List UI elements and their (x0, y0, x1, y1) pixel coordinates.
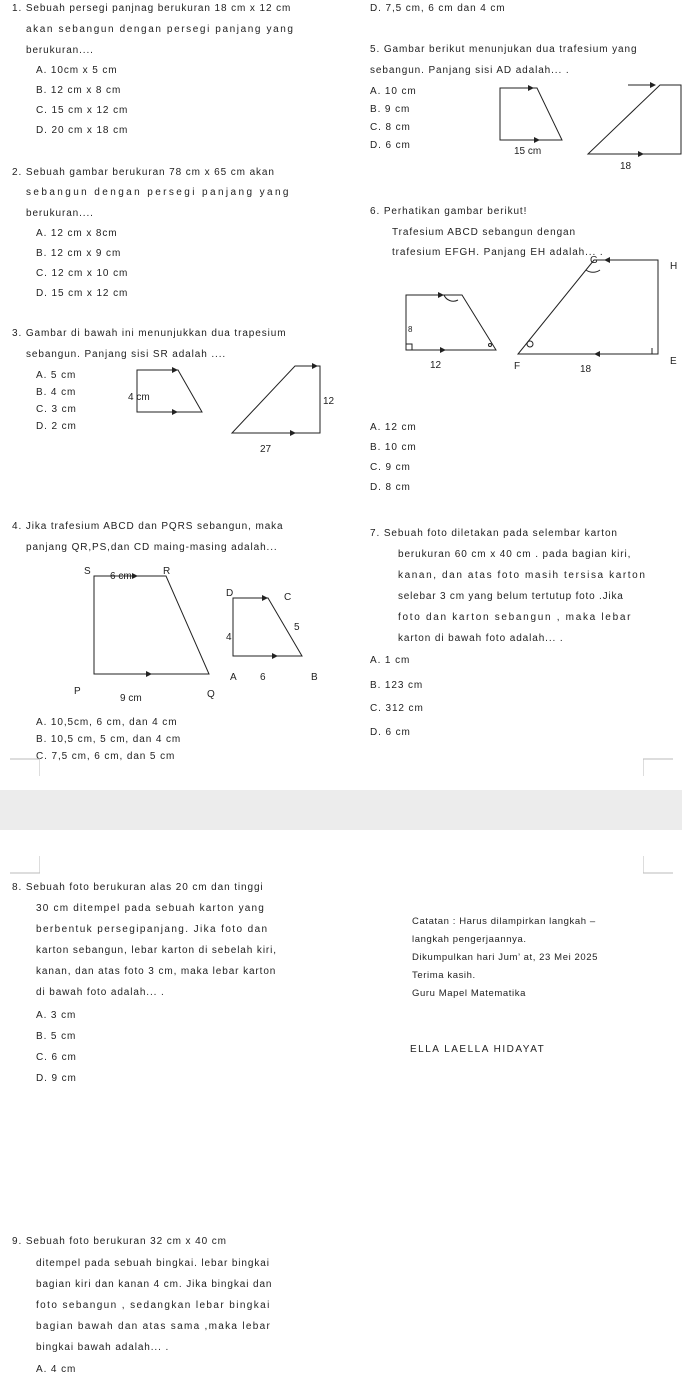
q3-line-1: 3. Gambar di bawah ini menunjukkan dua trapesium (12, 328, 287, 339)
q5-trapezium-figure (490, 80, 682, 172)
q6-option-d: D. 8 cm (370, 482, 411, 493)
note-author: ELLA LAELLA HIDAYAT (410, 1044, 546, 1055)
q5-large-trapezium (588, 85, 681, 154)
q6-vertex-e: E (670, 356, 677, 367)
q6-vertex-h: H (670, 261, 678, 272)
page-corner-mark-right (643, 758, 673, 776)
page-2 (0, 830, 682, 1385)
q4-label-top: 6 cm (110, 571, 132, 582)
q4-vertex-d: D (226, 588, 234, 599)
page-corner-mark-left (10, 856, 40, 874)
q8-line-3: berbentuk persegipanjang. Jika foto dan (36, 924, 269, 935)
q6-trapezium-figure (400, 252, 682, 374)
q4-label-right: 5 (294, 622, 300, 633)
page-gap (0, 790, 682, 830)
q3-option-a: A. 5 cm (36, 370, 77, 381)
q7-option-d: D. 6 cm (370, 727, 411, 738)
q7-line-2: berukuran 60 cm x 40 cm . pada bagian kiri, (398, 549, 632, 560)
q8-line-1: 8. Sebuah foto berukuran alas 20 cm dan tinggi (12, 882, 264, 893)
q7-line-5: foto dan karton sebangun , maka lebar (398, 612, 633, 623)
q3-trapezium-figure (120, 360, 350, 455)
q3-option-b: B. 4 cm (36, 387, 77, 398)
q4-vertex-s: S (84, 566, 91, 577)
q7-option-a: A. 1 cm (370, 655, 411, 666)
q5-line-2: sebangun. Panjang sisi AD adalah... . (370, 65, 570, 76)
q1-line-1: 1. Sebuah persegi panjnag berukuran 18 cm x 12 cm (12, 3, 292, 14)
q6-large-trapezium (518, 260, 658, 354)
q4-large-trapezium (94, 576, 209, 674)
q4-small-trapezium (233, 598, 302, 656)
q4-option-b: B. 10,5 cm, 5 cm, dan 4 cm (36, 734, 182, 745)
q8-option-d: D. 9 cm (36, 1073, 77, 1084)
page-corner-mark-right (643, 856, 673, 874)
note-line-2: langkah pengerjaannya. (412, 934, 527, 945)
q1-option-a: A. 10cm x 5 cm (36, 65, 118, 76)
q5-option-d: D. 6 cm (370, 140, 411, 151)
q3-label-bottom: 27 (260, 444, 272, 455)
q5-option-c: C. 8 cm (370, 122, 411, 133)
q6-small-trapezium (406, 295, 496, 350)
q8-line-5: kanan, dan atas foto 3 cm, maka lebar karton (36, 966, 277, 977)
q4-trapezium-figure (70, 562, 340, 702)
note-line-4: Terima kasih. (412, 970, 476, 981)
q7-option-c: C. 312 cm (370, 703, 424, 714)
note-line-1: Catatan : Harus dilampirkan langkah – (412, 916, 596, 927)
q3-small-trapezium (137, 370, 202, 412)
q6-vertex-f: F (514, 361, 521, 372)
q3-option-c: C. 3 cm (36, 404, 77, 415)
q4-vertex-a: A (230, 672, 237, 683)
q6-vertex-g: G (590, 255, 598, 266)
q5-option-a: A. 10 cm (370, 86, 417, 97)
q4-label-base: 6 (260, 672, 266, 683)
q9-line-3: bagian kiri dan kanan 4 cm. Jika bingkai dan (36, 1279, 273, 1290)
q7-line-4: selebar 3 cm yang belum tertutup foto .Jika (398, 591, 624, 602)
q8-option-a: A. 3 cm (36, 1010, 77, 1021)
q7-line-1: 7. Sebuah foto diletakan pada selembar karton (370, 528, 618, 539)
q5-option-b: B. 9 cm (370, 104, 411, 115)
q8-line-6: di bawah foto adalah... . (36, 987, 165, 998)
q7-line-3: kanan, dan atas foto masih tersisa karton (398, 570, 647, 581)
q4-vertex-p: P (74, 686, 81, 697)
page-corner-mark-left (10, 758, 40, 776)
q1-line-3: berukuran.... (26, 45, 94, 56)
q4-line-2: panjang QR,PS,dan CD maing-masing adalah... (26, 542, 278, 553)
q8-line-4: karton sebangun, lebar karton di sebelah kiri, (36, 945, 277, 956)
q4-option-a: A. 10,5cm, 6 cm, dan 4 cm (36, 717, 178, 728)
q4-line-1: 4. Jika trafesium ABCD dan PQRS sebangun, maka (12, 521, 284, 532)
q9-line-1: 9. Sebuah foto berukuran 32 cm x 40 cm (12, 1236, 227, 1247)
q4-label-bottom: 9 cm (120, 693, 142, 704)
q9-option-a: A. 4 cm (36, 1364, 77, 1375)
q3-label-left: 4 cm (128, 392, 150, 403)
q3-option-d: D. 2 cm (36, 421, 77, 432)
q1-option-c: C. 15 cm x 12 cm (36, 105, 129, 116)
q9-line-4: foto sebangun , sedangkan lebar bingkai (36, 1300, 271, 1311)
q8-option-c: C. 6 cm (36, 1052, 77, 1063)
q9-line-2: ditempel pada sebuah bingkai. lebar bingkai (36, 1258, 270, 1269)
q4-vertex-q: Q (207, 689, 215, 700)
q1-line-2: akan sebangun dengan persegi panjang yang (26, 24, 295, 35)
q5-label-large-base: 18 (620, 161, 632, 172)
q3-label-right: 12 (323, 396, 335, 407)
q2-line-1: 2. Sebuah gambar berukuran 78 cm x 65 cm akan (12, 167, 275, 178)
q5-small-trapezium (500, 88, 562, 140)
q6-option-b: B. 10 cm (370, 442, 417, 453)
q2-option-d: D. 15 cm x 12 cm (36, 288, 129, 299)
q4-label-left: 4 (226, 632, 232, 643)
q3-large-trapezium (232, 366, 320, 433)
q5-line-1: 5. Gambar berikut menunjukan dua trafesium yang (370, 44, 638, 55)
q7-line-6: karton di bawah foto adalah... . (398, 633, 564, 644)
q4-option-c: C. 7,5 cm, 6 cm, dan 5 cm (36, 751, 176, 762)
q2-option-a: A. 12 cm x 8cm (36, 228, 118, 239)
q7-option-b: B. 123 cm (370, 680, 424, 691)
q8-line-2: 30 cm ditempel pada sebuah karton yang (36, 903, 266, 914)
q2-option-b: B. 12 cm x 9 cm (36, 248, 122, 259)
q4-vertex-r: R (163, 566, 171, 577)
q6-line-2: Trafesium ABCD sebangun dengan (392, 227, 576, 238)
q6-label-large-base: 18 (580, 364, 592, 375)
note-line-3: Dikumpulkan hari Jum’ at, 23 Mei 2025 (412, 952, 599, 963)
q9-line-5: bagian bawah dan atas sama ,maka lebar (36, 1321, 272, 1332)
q3-line-2: sebangun. Panjang sisi SR adalah .... (26, 349, 227, 360)
q4-vertex-b: B (311, 672, 318, 683)
q2-line-2: sebangun dengan persegi panjang yang (26, 187, 291, 198)
q6-line-3: trafesium EFGH. Panjang EH adalah... . (392, 247, 604, 258)
q9-line-6: bingkai bawah adalah... . (36, 1342, 170, 1353)
q6-label-small-base: 12 (430, 360, 442, 371)
q6-option-a: A. 12 cm (370, 422, 417, 433)
note-line-5: Guru Mapel Matematika (412, 988, 526, 999)
q4-vertex-c: C (284, 592, 292, 603)
q6-label-small-side: 8 (408, 325, 413, 334)
q2-line-3: berukuran.... (26, 208, 94, 219)
q6-option-c: C. 9 cm (370, 462, 411, 473)
q2-option-c: C. 12 cm x 10 cm (36, 268, 129, 279)
q8-option-b: B. 5 cm (36, 1031, 77, 1042)
q5-label-small-base: 15 cm (514, 146, 542, 157)
q4-option-d: D. 7,5 cm, 6 cm dan 4 cm (370, 3, 506, 14)
q6-line-1: 6. Perhatikan gambar berikut! (370, 206, 528, 217)
q1-option-b: B. 12 cm x 8 cm (36, 85, 122, 96)
q1-option-d: D. 20 cm x 18 cm (36, 125, 129, 136)
